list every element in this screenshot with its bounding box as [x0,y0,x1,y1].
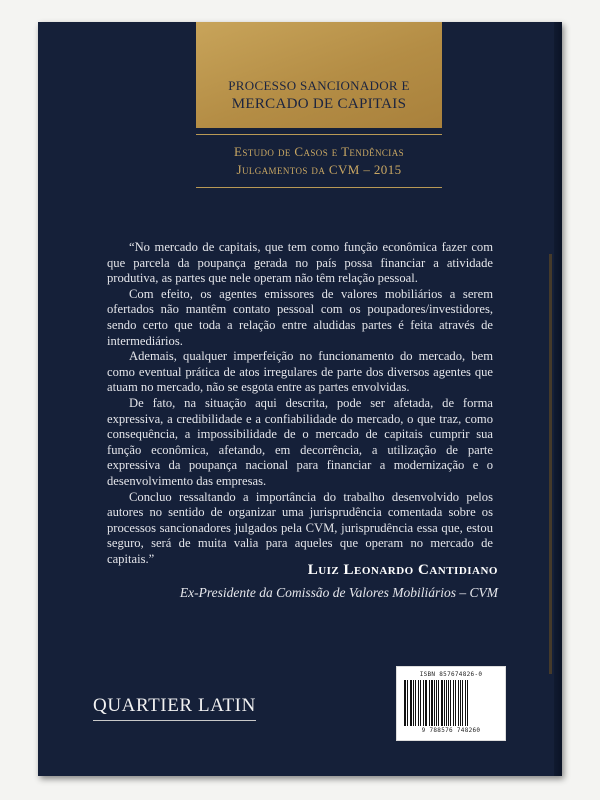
subtitle-panel [196,134,442,188]
barcode-bar [429,680,430,726]
barcode-bar [436,680,437,726]
author-title: Ex-Presidente da Comissão de Valores Mobiliários – CVM [179,585,498,600]
barcode-bar [410,680,412,726]
endorsement-quote [107,240,493,567]
cover-edge [554,22,562,776]
barcode-bar [441,680,443,726]
quote-paragraph: Ademais, qualquer imperfeição no funcionamento do mercado, bem como eventual prática de atos irregulares de parte dos diversos agentes que atuam no mercado, não se esgota entre as partes envolvidas. [107,349,493,395]
barcode-bar [413,680,414,726]
barcode-bar [431,680,433,726]
barcode-bar [407,680,408,726]
barcode-bar [418,680,419,726]
isbn-text: ISBN 857674826-0 [419,671,483,678]
barcode [396,666,506,741]
title-line-1: PROCESSO SANCIONADOR E [228,78,410,93]
cover-edge-mark [549,254,552,674]
title-panel [196,22,442,128]
barcode-bar [434,680,435,726]
barcode-bar [444,680,445,726]
barcode-bar [423,680,424,726]
barcode-bar [455,680,456,726]
quote-paragraph: Concluo ressaltando a importância do trabalho desenvolvido pelos autores no sentido de organizar uma jurisprudência comentada sobre os processos sancionadores julgados pela CVM, jurisprudência essa que, estou seguro, será de muita valia para aqueles que operam no mercado de capitais.” [107,489,493,566]
quote-paragraph: De fato, na situação aqui descrita, pode ser afetada, de forma expressiva, a credibilidade e a confiabilidade do mercado, o que traz, como consequência, a impossibilidade de o mercado de capitais cumprir sua função econômica, afetando, em decorrência, a utilização de parte expressiva da poupança nacional para financiar a modernização e o desenvolvimento das empresas. [107,395,493,488]
barcode-bar [450,680,451,726]
title-line-2: MERCADO DE CAPITAIS [231,96,407,112]
barcode-bar [453,680,454,726]
barcode-bar [465,680,466,726]
quote-paragraph: Com efeito, os agentes emissores de valores mobiliários a serem ofertados não mantêm contato pessoal com os poupadores/investidores, sendo certo que toda a relação entre aludidas partes é feita através de intermediários. [107,286,493,348]
barcode-bars [402,680,500,726]
barcode-bar [425,680,427,726]
author-name: Luiz Leonardo Cantidiano [307,562,498,578]
barcode-bar [460,680,461,726]
subtitle-line-1: Estudo de Casos e Tendências [233,144,405,159]
barcode-bar [446,680,447,726]
barcode-bar [462,680,463,726]
quote-paragraph: “No mercado de capitais, que tem como função econômica fazer com que parcela da poupança gerada no país possa financiar a atividade produtiva, as partes que nele operam não têm relação pessoal. [107,240,493,286]
barcode-digits: 9 788576 748260 [421,727,481,734]
publisher-logo: QUARTIER LATIN [93,695,256,721]
back-cover [38,22,562,776]
barcode-bar [420,680,421,726]
barcode-bar [438,680,439,726]
barcode-bar [415,680,416,726]
barcode-bar [467,680,468,726]
barcode-bar [404,680,406,726]
barcode-bar [448,680,449,726]
barcode-bar [458,680,459,726]
subtitle-line-2: Julgamentos da CVM – 2015 [236,162,402,177]
